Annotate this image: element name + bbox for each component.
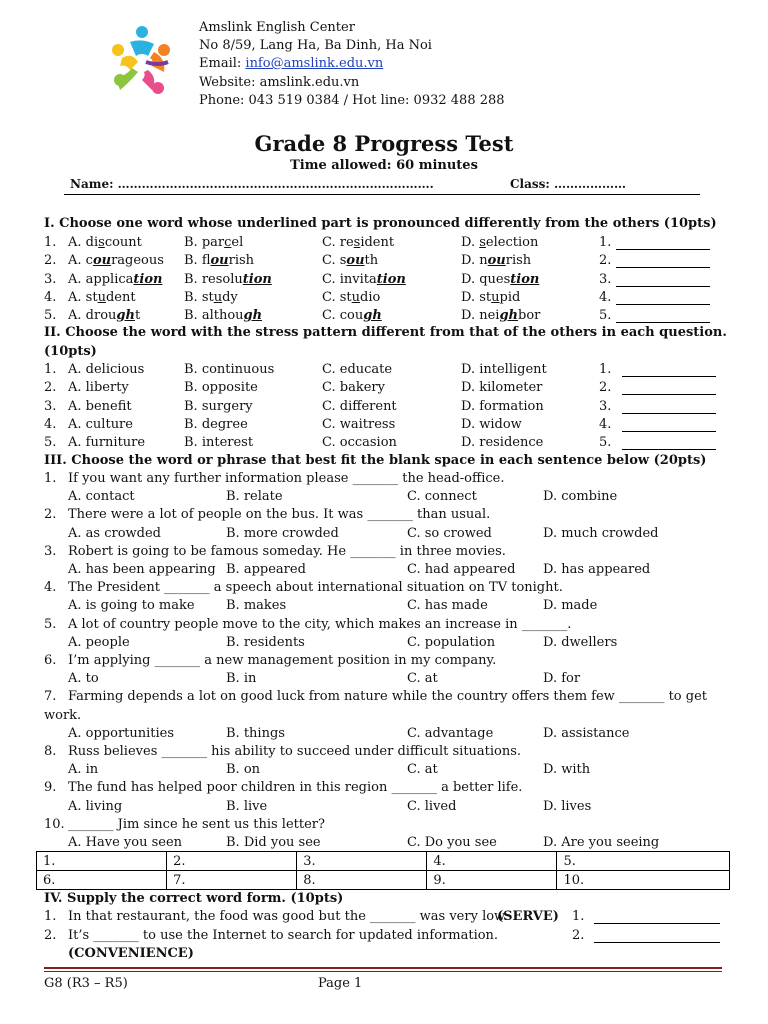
s3-option-d: D. combine bbox=[543, 489, 618, 505]
s3-question-text: Farming depends a lot on good luck from nature while the country offers them few _______ to get bbox=[68, 689, 707, 705]
s1-answer-blank[interactable] bbox=[616, 274, 710, 287]
s3-question-number: 10. bbox=[44, 816, 65, 832]
underlined-sound: ou bbox=[487, 253, 506, 269]
s2-answer-number: 1. bbox=[599, 362, 612, 377]
s2-option-d: D. widow bbox=[461, 416, 522, 432]
s3-option-d: D. lives bbox=[543, 798, 592, 814]
underlined-sound: gh bbox=[363, 308, 382, 324]
s2-option-c: C. different bbox=[322, 398, 397, 414]
s1-option-c: C. invitation bbox=[322, 271, 406, 287]
s3-option-c: C. Do you see bbox=[407, 835, 497, 850]
name-field: Name: ……………………………………………………………………. bbox=[70, 177, 434, 191]
s3-option-a: A. living bbox=[68, 798, 123, 814]
s3-option-a: A. as crowded bbox=[68, 525, 161, 541]
s2-question-number: 5. bbox=[44, 435, 57, 451]
s3-option-c: C. population bbox=[407, 634, 496, 650]
s1-option-d: D. question bbox=[461, 271, 540, 287]
s2-question-number: 3. bbox=[44, 398, 57, 414]
s3-question-text: The President _______ a speech about international situation on TV tonight. bbox=[68, 580, 563, 596]
center-phone: Phone: 043 519 0384 / Hot line: 0932 488 288 bbox=[199, 93, 505, 108]
s3-option-d: D. much crowded bbox=[543, 525, 659, 541]
s3-question-number: 8. bbox=[44, 744, 57, 759]
s1-answer-number: 1. bbox=[599, 235, 612, 250]
underlined-sound: s bbox=[479, 235, 486, 250]
s3-question-text: If you want any further information please _______ the head-office. bbox=[68, 471, 505, 486]
s4-question-text: It’s _______ to use the Internet to search for updated information. bbox=[68, 927, 499, 943]
s4-word-cue: (CONVENIENCE) bbox=[68, 946, 194, 961]
s3-question-text: Robert is going to be famous someday. He _______ in three movies. bbox=[68, 543, 506, 559]
s3-option-a: A. to bbox=[68, 671, 99, 687]
s4-answer-blank[interactable] bbox=[594, 930, 720, 943]
s1-answer-number: 5. bbox=[599, 308, 612, 324]
s3-option-c: C. has made bbox=[407, 598, 488, 614]
underlined-sound: tion bbox=[133, 271, 163, 287]
s3-option-b: B. in bbox=[226, 671, 257, 687]
underlined-sound: u bbox=[97, 289, 106, 305]
s3-option-a: A. contact bbox=[68, 489, 135, 505]
s3-option-b: B. Did you see bbox=[226, 835, 321, 850]
s3-question-number: 6. bbox=[44, 653, 57, 668]
s1-question-number: 4. bbox=[44, 289, 57, 305]
s1-option-a: A. courageous bbox=[68, 253, 164, 269]
s2-answer-blank[interactable] bbox=[622, 364, 716, 377]
s3-option-c: C. connect bbox=[407, 489, 477, 505]
s2-answer-number: 4. bbox=[599, 416, 612, 432]
s1-answer-blank[interactable] bbox=[616, 237, 710, 250]
section-2-points: (10pts) bbox=[44, 344, 97, 359]
section-3-heading: III. Choose the word or phrase that best fit the blank space in each sentence below (20pts) bbox=[44, 453, 707, 468]
underlined-sound: tion bbox=[376, 271, 406, 287]
s3-question-number: 2. bbox=[44, 507, 57, 523]
underlined-sound: tion bbox=[510, 271, 540, 287]
s1-option-b: B. parcel bbox=[184, 235, 244, 250]
s2-option-a: A. benefit bbox=[68, 398, 132, 414]
underlined-sound: tion bbox=[242, 271, 272, 287]
s3-option-b: B. on bbox=[226, 762, 261, 778]
answer-cell[interactable]: 3. bbox=[297, 852, 427, 871]
s2-answer-blank[interactable] bbox=[622, 437, 716, 450]
s3-option-a: A. opportunities bbox=[68, 725, 175, 741]
s3-option-c: C. advantage bbox=[407, 725, 494, 741]
s3-option-a: A. is going to make bbox=[68, 598, 195, 614]
s2-option-d: D. kilometer bbox=[461, 380, 543, 396]
s2-question-number: 2. bbox=[44, 380, 57, 396]
underlined-sound: c bbox=[224, 235, 232, 250]
underlined-sound: ou bbox=[92, 253, 112, 269]
s2-option-b: B. continuous bbox=[184, 362, 275, 377]
s4-question-number: 1. bbox=[44, 909, 57, 924]
s3-option-b: B. live bbox=[226, 798, 268, 814]
answer-cell[interactable]: 4. bbox=[427, 852, 557, 871]
s1-option-d: D. neighbor bbox=[461, 308, 541, 324]
email-link[interactable]: info@amslink.edu.vn bbox=[245, 56, 384, 71]
answer-grid bbox=[36, 851, 730, 890]
section-1-heading: I. Choose one word whose underlined part is pronounced differently from the others (10pts) bbox=[44, 216, 717, 231]
section-2-heading: II. Choose the word with the stress pattern different from that of the others in each question. bbox=[44, 325, 727, 340]
s2-question-number: 4. bbox=[44, 416, 57, 432]
time-allowed: Time allowed: 60 minutes bbox=[290, 158, 478, 173]
s2-question-number: 1. bbox=[44, 362, 57, 377]
underlined-sound: gh bbox=[116, 308, 135, 324]
answer-cell[interactable]: 2. bbox=[167, 852, 297, 871]
s2-answer-blank[interactable] bbox=[622, 419, 716, 432]
s2-option-c: C. waitress bbox=[322, 416, 396, 432]
name-underline bbox=[64, 194, 700, 195]
s1-option-b: B. although bbox=[184, 308, 263, 324]
s1-option-a: A. discount bbox=[68, 235, 142, 250]
s3-option-b: B. makes bbox=[226, 598, 287, 614]
s1-option-c: C. cough bbox=[322, 308, 382, 324]
answer-cell[interactable]: 9. bbox=[427, 871, 557, 890]
amslink-logo bbox=[108, 22, 176, 100]
s3-option-c: C. lived bbox=[407, 798, 457, 814]
s1-option-c: C. south bbox=[322, 253, 379, 269]
underlined-sound: u bbox=[351, 289, 361, 305]
answer-cell[interactable]: 1. bbox=[37, 852, 167, 871]
s1-question-number: 2. bbox=[44, 253, 57, 269]
s1-option-d: D. nourish bbox=[461, 253, 532, 269]
s2-option-c: C. educate bbox=[322, 362, 393, 377]
s3-option-d: D. assistance bbox=[543, 725, 630, 741]
answer-cell[interactable]: 6. bbox=[37, 871, 167, 890]
s3-option-b: B. relate bbox=[226, 489, 283, 505]
s3-option-a: A. Have you seen bbox=[68, 835, 183, 850]
underlined-sound: u bbox=[491, 289, 500, 305]
s1-option-c: C. studio bbox=[322, 289, 381, 305]
s2-option-d: D. formation bbox=[461, 398, 544, 414]
answer-grid-row bbox=[37, 871, 730, 890]
answer-cell[interactable]: 8. bbox=[297, 871, 427, 890]
underlined-sound: s bbox=[353, 235, 361, 250]
s3-question-number: 9. bbox=[44, 780, 57, 796]
s3-question-text: Russ believes _______ his ability to succeed under difficult situations. bbox=[68, 744, 522, 759]
s1-option-b: B. flourish bbox=[184, 253, 255, 269]
s2-option-a: A. furniture bbox=[68, 435, 146, 451]
answer-cell[interactable]: 7. bbox=[167, 871, 297, 890]
s2-option-d: D. intelligent bbox=[461, 362, 547, 377]
s3-option-a: A. has been appearing bbox=[68, 562, 216, 577]
s1-answer-number: 3. bbox=[599, 271, 612, 287]
s2-option-a: A. culture bbox=[68, 416, 133, 432]
s4-question-number: 2. bbox=[44, 927, 57, 943]
center-website: Website: amslink.edu.vn bbox=[199, 75, 360, 90]
s2-option-a: A. liberty bbox=[68, 380, 129, 396]
s3-option-b: B. appeared bbox=[226, 562, 306, 577]
s3-option-d: D. with bbox=[543, 762, 591, 778]
s3-option-d: D. dwellers bbox=[543, 634, 618, 650]
s1-question-number: 3. bbox=[44, 271, 57, 287]
s3-option-d: D. Are you seeing bbox=[543, 835, 660, 850]
s3-question-number: 5. bbox=[44, 616, 57, 632]
s2-answer-blank[interactable] bbox=[622, 382, 716, 395]
s3-option-a: A. in bbox=[68, 762, 99, 778]
s1-option-b: B. resolution bbox=[184, 271, 272, 287]
underlined-sound: ou bbox=[210, 253, 229, 269]
s3-question-text: I’m applying _______ a new management position in my company. bbox=[68, 653, 497, 668]
s2-answer-number: 3. bbox=[599, 398, 612, 414]
s3-question-text: _______ Jim since he sent us this letter? bbox=[68, 816, 325, 832]
s1-option-d: D. stupid bbox=[461, 289, 521, 305]
answer-cell[interactable]: 5. bbox=[557, 852, 730, 871]
class-field: Class: ……………… bbox=[510, 177, 627, 191]
s3-option-b: B. more crowded bbox=[226, 525, 339, 541]
underlined-sound: u bbox=[213, 289, 223, 305]
s3-question-text-cont: work. bbox=[44, 707, 82, 723]
s1-answer-number: 4. bbox=[599, 289, 612, 305]
s1-answer-blank[interactable] bbox=[616, 310, 710, 323]
s4-question-text: In that restaurant, the food was good but the _______ was very low. bbox=[68, 909, 508, 924]
s3-question-number: 4. bbox=[44, 580, 57, 596]
s2-answer-blank[interactable] bbox=[622, 401, 716, 414]
s3-question-text: There were a lot of people on the bus. It was _______ than usual. bbox=[68, 507, 491, 523]
underlined-sound: s bbox=[98, 235, 105, 250]
s1-answer-blank[interactable] bbox=[616, 292, 710, 305]
s2-option-b: B. interest bbox=[184, 435, 254, 451]
s3-option-c: C. had appeared bbox=[407, 562, 516, 577]
center-name: Amslink English Center bbox=[199, 20, 355, 35]
s3-option-c: C. at bbox=[407, 671, 438, 687]
s1-question-number: 5. bbox=[44, 308, 57, 324]
s3-option-d: D. made bbox=[543, 598, 598, 614]
s3-option-c: C. so crowed bbox=[407, 525, 492, 541]
answer-cell[interactable]: 10. bbox=[557, 871, 730, 890]
s3-question-text: A lot of country people move to the city, which makes an increase in _______. bbox=[68, 616, 572, 632]
underlined-sound: gh bbox=[499, 308, 518, 324]
s2-answer-number: 2. bbox=[599, 380, 612, 396]
page-number: Page 1 bbox=[318, 976, 363, 991]
s2-option-c: C. occasion bbox=[322, 435, 397, 451]
s2-option-c: C. bakery bbox=[322, 380, 385, 396]
s2-option-b: B. opposite bbox=[184, 380, 258, 396]
center-address: No 8/59, Lang Ha, Ba Dinh, Ha Noi bbox=[199, 38, 432, 53]
s3-option-b: B. things bbox=[226, 725, 285, 741]
s3-option-a: A. people bbox=[68, 634, 130, 650]
center-email: Email: info@amslink.edu.vn bbox=[199, 56, 384, 71]
s1-answer-blank[interactable] bbox=[616, 255, 710, 268]
s3-question-number: 7. bbox=[44, 689, 57, 705]
s1-answer-number: 2. bbox=[599, 253, 612, 269]
s4-answer-blank[interactable] bbox=[594, 911, 720, 924]
answer-grid-row bbox=[37, 852, 730, 871]
s1-option-a: A. drought bbox=[68, 308, 141, 324]
footer-divider-thin bbox=[44, 971, 722, 972]
s2-option-b: B. surgery bbox=[184, 398, 253, 414]
s1-option-b: B. study bbox=[184, 289, 238, 305]
s4-word-cue: (SERVE) bbox=[497, 909, 559, 924]
s3-option-b: B. residents bbox=[226, 634, 305, 650]
s2-option-d: D. residence bbox=[461, 435, 544, 451]
footer-divider bbox=[44, 967, 722, 969]
s4-answer-number: 2. bbox=[572, 927, 585, 943]
footer-level: G8 (R3 – R5) bbox=[44, 976, 128, 991]
s2-answer-number: 5. bbox=[599, 435, 612, 451]
s4-answer-number: 1. bbox=[572, 909, 585, 924]
s3-question-number: 1. bbox=[44, 471, 57, 486]
s2-option-a: A. delicious bbox=[68, 362, 145, 377]
test-title: Grade 8 Progress Test bbox=[254, 131, 514, 156]
underlined-sound: gh bbox=[243, 308, 263, 324]
s3-question-text: The fund has helped poor children in this region _______ a better life. bbox=[68, 780, 523, 796]
s1-option-d: D. selection bbox=[461, 235, 539, 250]
underlined-sound: ou bbox=[346, 253, 365, 269]
s3-option-d: D. for bbox=[543, 671, 581, 687]
s3-option-d: D. has appeared bbox=[543, 562, 651, 577]
s1-option-c: C. resident bbox=[322, 235, 395, 250]
s1-option-a: A. student bbox=[68, 289, 136, 305]
s2-option-b: B. degree bbox=[184, 416, 248, 432]
s1-question-number: 1. bbox=[44, 235, 57, 250]
section-4-heading: IV. Supply the correct word form. (10pts) bbox=[44, 891, 344, 906]
s1-option-a: A. application bbox=[68, 271, 163, 287]
s3-option-c: C. at bbox=[407, 762, 438, 778]
s3-question-number: 3. bbox=[44, 543, 57, 559]
